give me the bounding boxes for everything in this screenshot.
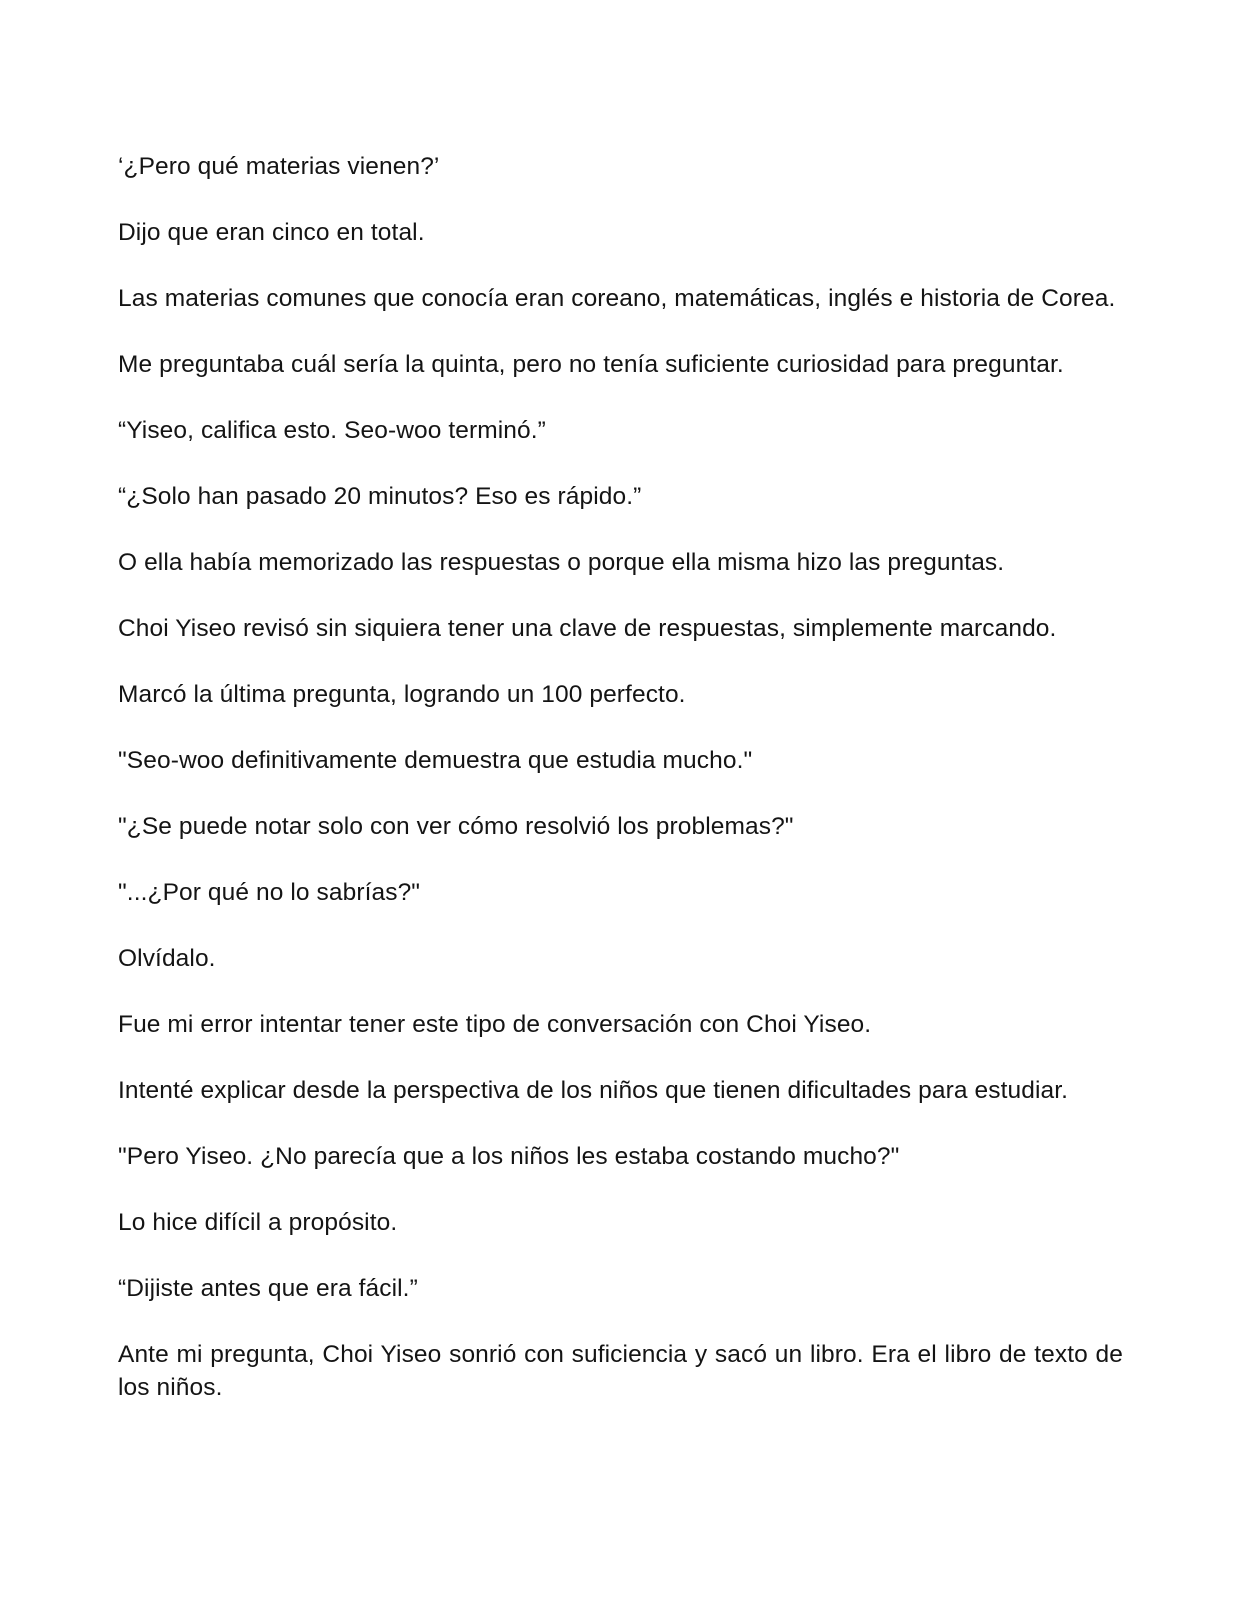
paragraph: "¿Se puede notar solo con ver cómo resolvió los problemas?" [118, 813, 794, 840]
paragraph: Intenté explicar desde la perspectiva de los niños que tienen dificultades para estudiar. [118, 1077, 1069, 1104]
paragraph: "Pero Yiseo. ¿No parecía que a los niños les estaba costando mucho?" [118, 1143, 900, 1170]
paragraph: “Yiseo, califica esto. Seo-woo terminó.” [118, 417, 546, 444]
paragraph: O ella había memorizado las respuestas o porque ella misma hizo las preguntas. [118, 549, 1005, 576]
paragraph: Lo hice difícil a propósito. [118, 1209, 398, 1236]
paragraph: Dijo que eran cinco en total. [118, 219, 425, 246]
paragraph: Ante mi pregunta, Choi Yiseo sonrió con suficiencia y sacó un libro. Era el libro de texto de los niños. [118, 1341, 1123, 1401]
paragraph: Olvídalo. [118, 945, 216, 972]
paragraph: “Dijiste antes que era fácil.” [118, 1275, 418, 1302]
paragraph: “¿Solo han pasado 20 minutos? Eso es rápido.” [118, 483, 642, 510]
paragraph: ‘¿Pero qué materias vienen?’ [118, 153, 440, 180]
paragraph: Marcó la última pregunta, logrando un 100 perfecto. [118, 681, 686, 708]
paragraph: Me preguntaba cuál sería la quinta, pero no tenía suficiente curiosidad para preguntar. [118, 351, 1064, 378]
paragraph: Choi Yiseo revisó sin siquiera tener una clave de respuestas, simplemente marcando. [118, 615, 1057, 642]
paragraph: "...¿Por qué no lo sabrías?" [118, 879, 421, 906]
paragraph: "Seo-woo definitivamente demuestra que estudia mucho." [118, 747, 753, 774]
paragraph: Fue mi error intentar tener este tipo de conversación con Choi Yiseo. [118, 1011, 872, 1038]
paragraph: Las materias comunes que conocía eran coreano, matemáticas, inglés e historia de Corea. [118, 285, 1116, 312]
